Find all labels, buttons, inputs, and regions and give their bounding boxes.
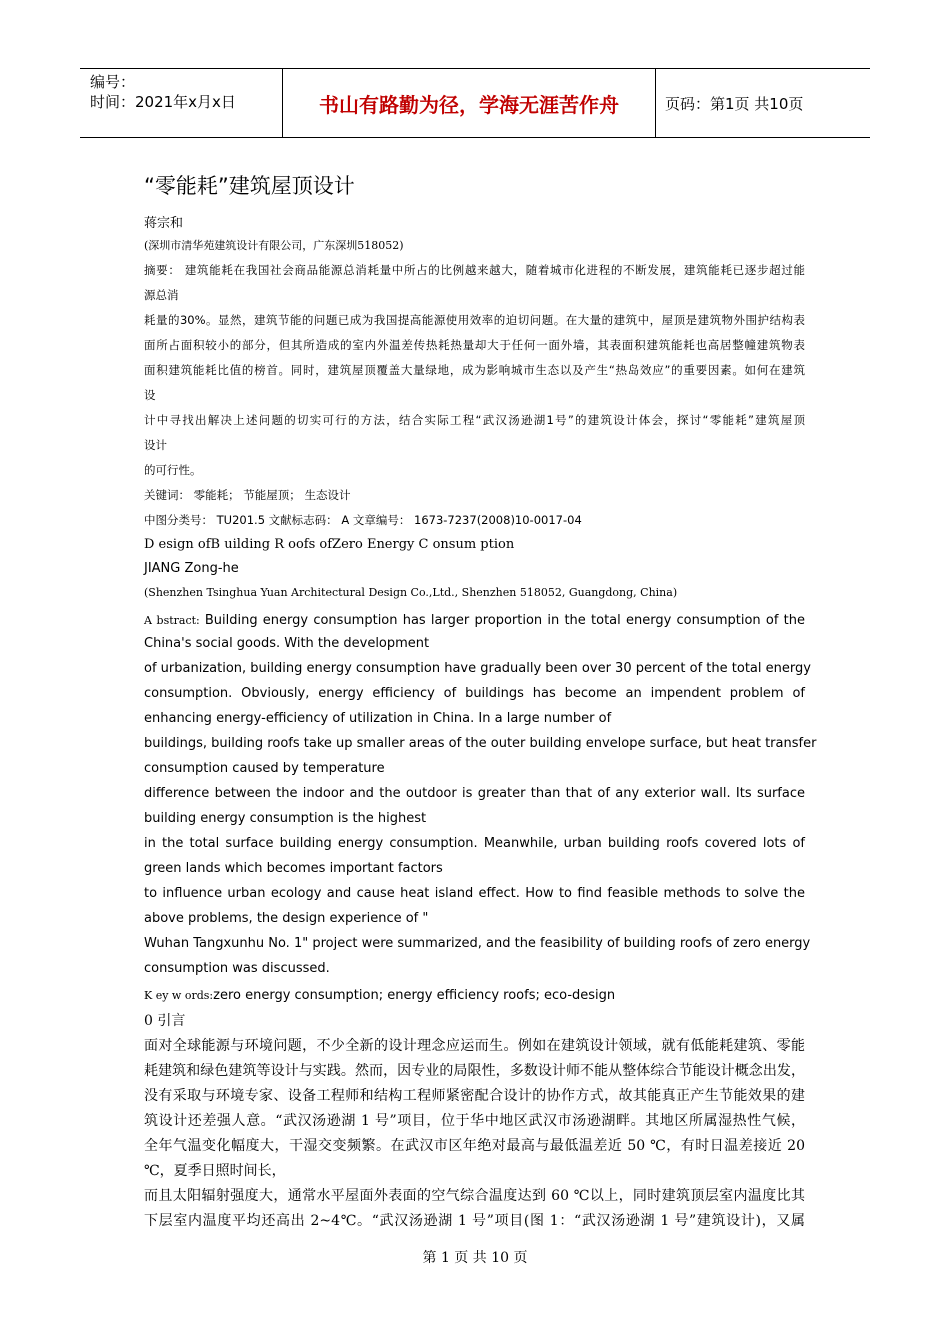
keywords-en [144, 986, 615, 1004]
abstract-cn-line: 设计 [144, 438, 167, 452]
abstract-en-line: of urbanization, building energy consumption have gradually been over 30 percent of the total energy [144, 661, 811, 676]
abstract-en-line: buildings, building roofs take up smaller areas of the outer building envelope surface, but heat transfer [144, 736, 817, 751]
body-line: 下层室内温度平均还高出 2~4℃。“武汉汤逊湖 1 号”项目(图 1：“武汉汤逊湖 1 号”建筑设计)，又属 [144, 1213, 805, 1229]
title-en: D esign ofB uilding R oofs ofZero Energy C onsum ption [144, 537, 515, 552]
page-footer: 第 1 页 共 10 页 [422, 1250, 528, 1266]
abstract-en-line [144, 611, 805, 629]
abstract-cn-line: 耗量的30%。显然，建筑节能的问题已成为我国提高能源使用效率的迫切问题。在大量的建筑中，屋顶是建筑物外围护结构表 [144, 313, 805, 327]
body-line: 而且太阳辐射强度大，通常水平屋面外表面的空气综合温度达到 60 ℃以上，同时建筑顶层室内温度比其 [144, 1188, 805, 1204]
header-divider [655, 69, 656, 137]
header-meta [90, 72, 236, 112]
classification-line: 中图分类号： TU201.5 文献标志码： A 文章编号： 1673-7237(2008)10-0017-04 [144, 513, 582, 527]
abstract-cn-line: 设 [144, 388, 156, 402]
abstract-en-line: in the total surface building energy consumption. Meanwhile, urban building roofs covered lots of [144, 836, 805, 851]
body-line: 没有采取与环境专家、设备工程师和结构工程师紧密配合设计的协作方式，故其能真正产生节能效果的建 [144, 1088, 805, 1104]
abstract-en-text: Building energy consumption has larger proportion in the total energy consumption of the [204, 613, 805, 628]
document-date: 时间：2021年x月x日 [90, 93, 236, 111]
author-cn: 蒋宗和 [144, 216, 184, 231]
abstract-cn-line: 面积建筑能耗比值的榜首。同时，建筑屋顶覆盖大量绿地，成为影响城市生态以及产生“热岛效应”的重要因素。如何在建筑 [144, 363, 805, 377]
header-page-number: 页码：第1页 共10页 [665, 95, 804, 113]
keywords-cn: 关键词： 零能耗； 节能屋顶； 生态设计 [144, 488, 351, 502]
abstract-en-line: consumption was discussed. [144, 961, 330, 976]
abstract-en-line: consumption caused by temperature [144, 761, 385, 776]
author-en: JIANG Zong-he [144, 561, 239, 576]
abstract-en-line: to influence urban ecology and cause heat island effect. How to find feasible methods to solve the [144, 886, 805, 901]
abstract-cn-line: 计中寻找出解决上述问题的切实可行的方法，结合实际工程“武汉汤逊湖1号”的建筑设计体会，探讨“零能耗”建筑屋顶 [144, 413, 805, 427]
section-heading: 0 引言 [144, 1013, 186, 1029]
abstract-en-line: building energy consumption is the highest [144, 811, 427, 826]
header-motto: 书山有路勤为径，学海无涯苦作舟 [319, 92, 619, 117]
page-header [80, 68, 870, 138]
affiliation-en: (Shenzhen Tsinghua Yuan Architectural Design Co.,Ltd., Shenzhen 518052, Guangdong, China) [144, 586, 678, 599]
abstract-cn-line: 面所占面积较小的部分，但其所造成的室内外温差传热耗热量却大于任何一面外墙，其表面积建筑能耗也高居整幢建筑物表 [144, 338, 805, 352]
document-number-label: 编号： [90, 73, 136, 91]
abstract-en-line: Wuhan Tangxunhu No. 1" project were summarized, and the feasibility of building roofs of zero energy [144, 936, 811, 951]
affiliation-cn: (深圳市清华苑建筑设计有限公司，广东深圳518052) [144, 239, 404, 252]
body-line: 耗建筑和绿色建筑等设计与实践。然而，因专业的局限性，多数设计师不能从整体综合节能设计概念出发， [144, 1063, 805, 1079]
page-title: “零能耗”建筑屋顶设计 [144, 174, 355, 198]
abstract-en-line: above problems, the design experience of " [144, 911, 429, 926]
abstract-en-line: China's social goods. With the development [144, 636, 430, 651]
body-line: 筑设计还差强人意。“武汉汤逊湖 1 号”项目，位于华中地区武汉市汤逊湖畔。其地区所属湿热性气候， [144, 1113, 805, 1129]
abstract-en-line: consumption. Obviously, energy efficiency of buildings has become an impendent problem of [144, 686, 805, 701]
abstract-en-line: enhancing energy-efficiency of utilization in China. In a large number of [144, 711, 612, 726]
abstract-cn-line: 源总消 [144, 288, 179, 302]
abstract-en-line: difference between the indoor and the outdoor is greater than that of any exterior wall. Its surface [144, 786, 805, 801]
keywords-en-label: K ey w ords: [144, 989, 214, 1002]
body-line: 面对全球能源与环境问题，不少全新的设计理念应运而生。例如在建筑设计领域，就有低能耗建筑、零能 [144, 1038, 805, 1054]
body-line: ℃，夏季日照时间长， [144, 1163, 286, 1179]
abstract-en-line: green lands which becomes important factors [144, 861, 443, 876]
abstract-cn-line: 的可行性。 [144, 463, 202, 477]
body-line: 全年气温变化幅度大，干湿交变频繁。在武汉市区年绝对最高与最低温差近 50 ℃，有时日温差接近 20 [144, 1138, 805, 1154]
abstract-cn-line: 摘要： 建筑能耗在我国社会商品能源总消耗量中所占的比例越来越大，随着城市化进程的不断发展，建筑能耗已逐步超过能 [144, 263, 805, 277]
keywords-en-text: zero energy consumption; energy efficiency roofs; eco-design [213, 988, 616, 1003]
abstract-en-label: A bstract: [144, 614, 200, 627]
